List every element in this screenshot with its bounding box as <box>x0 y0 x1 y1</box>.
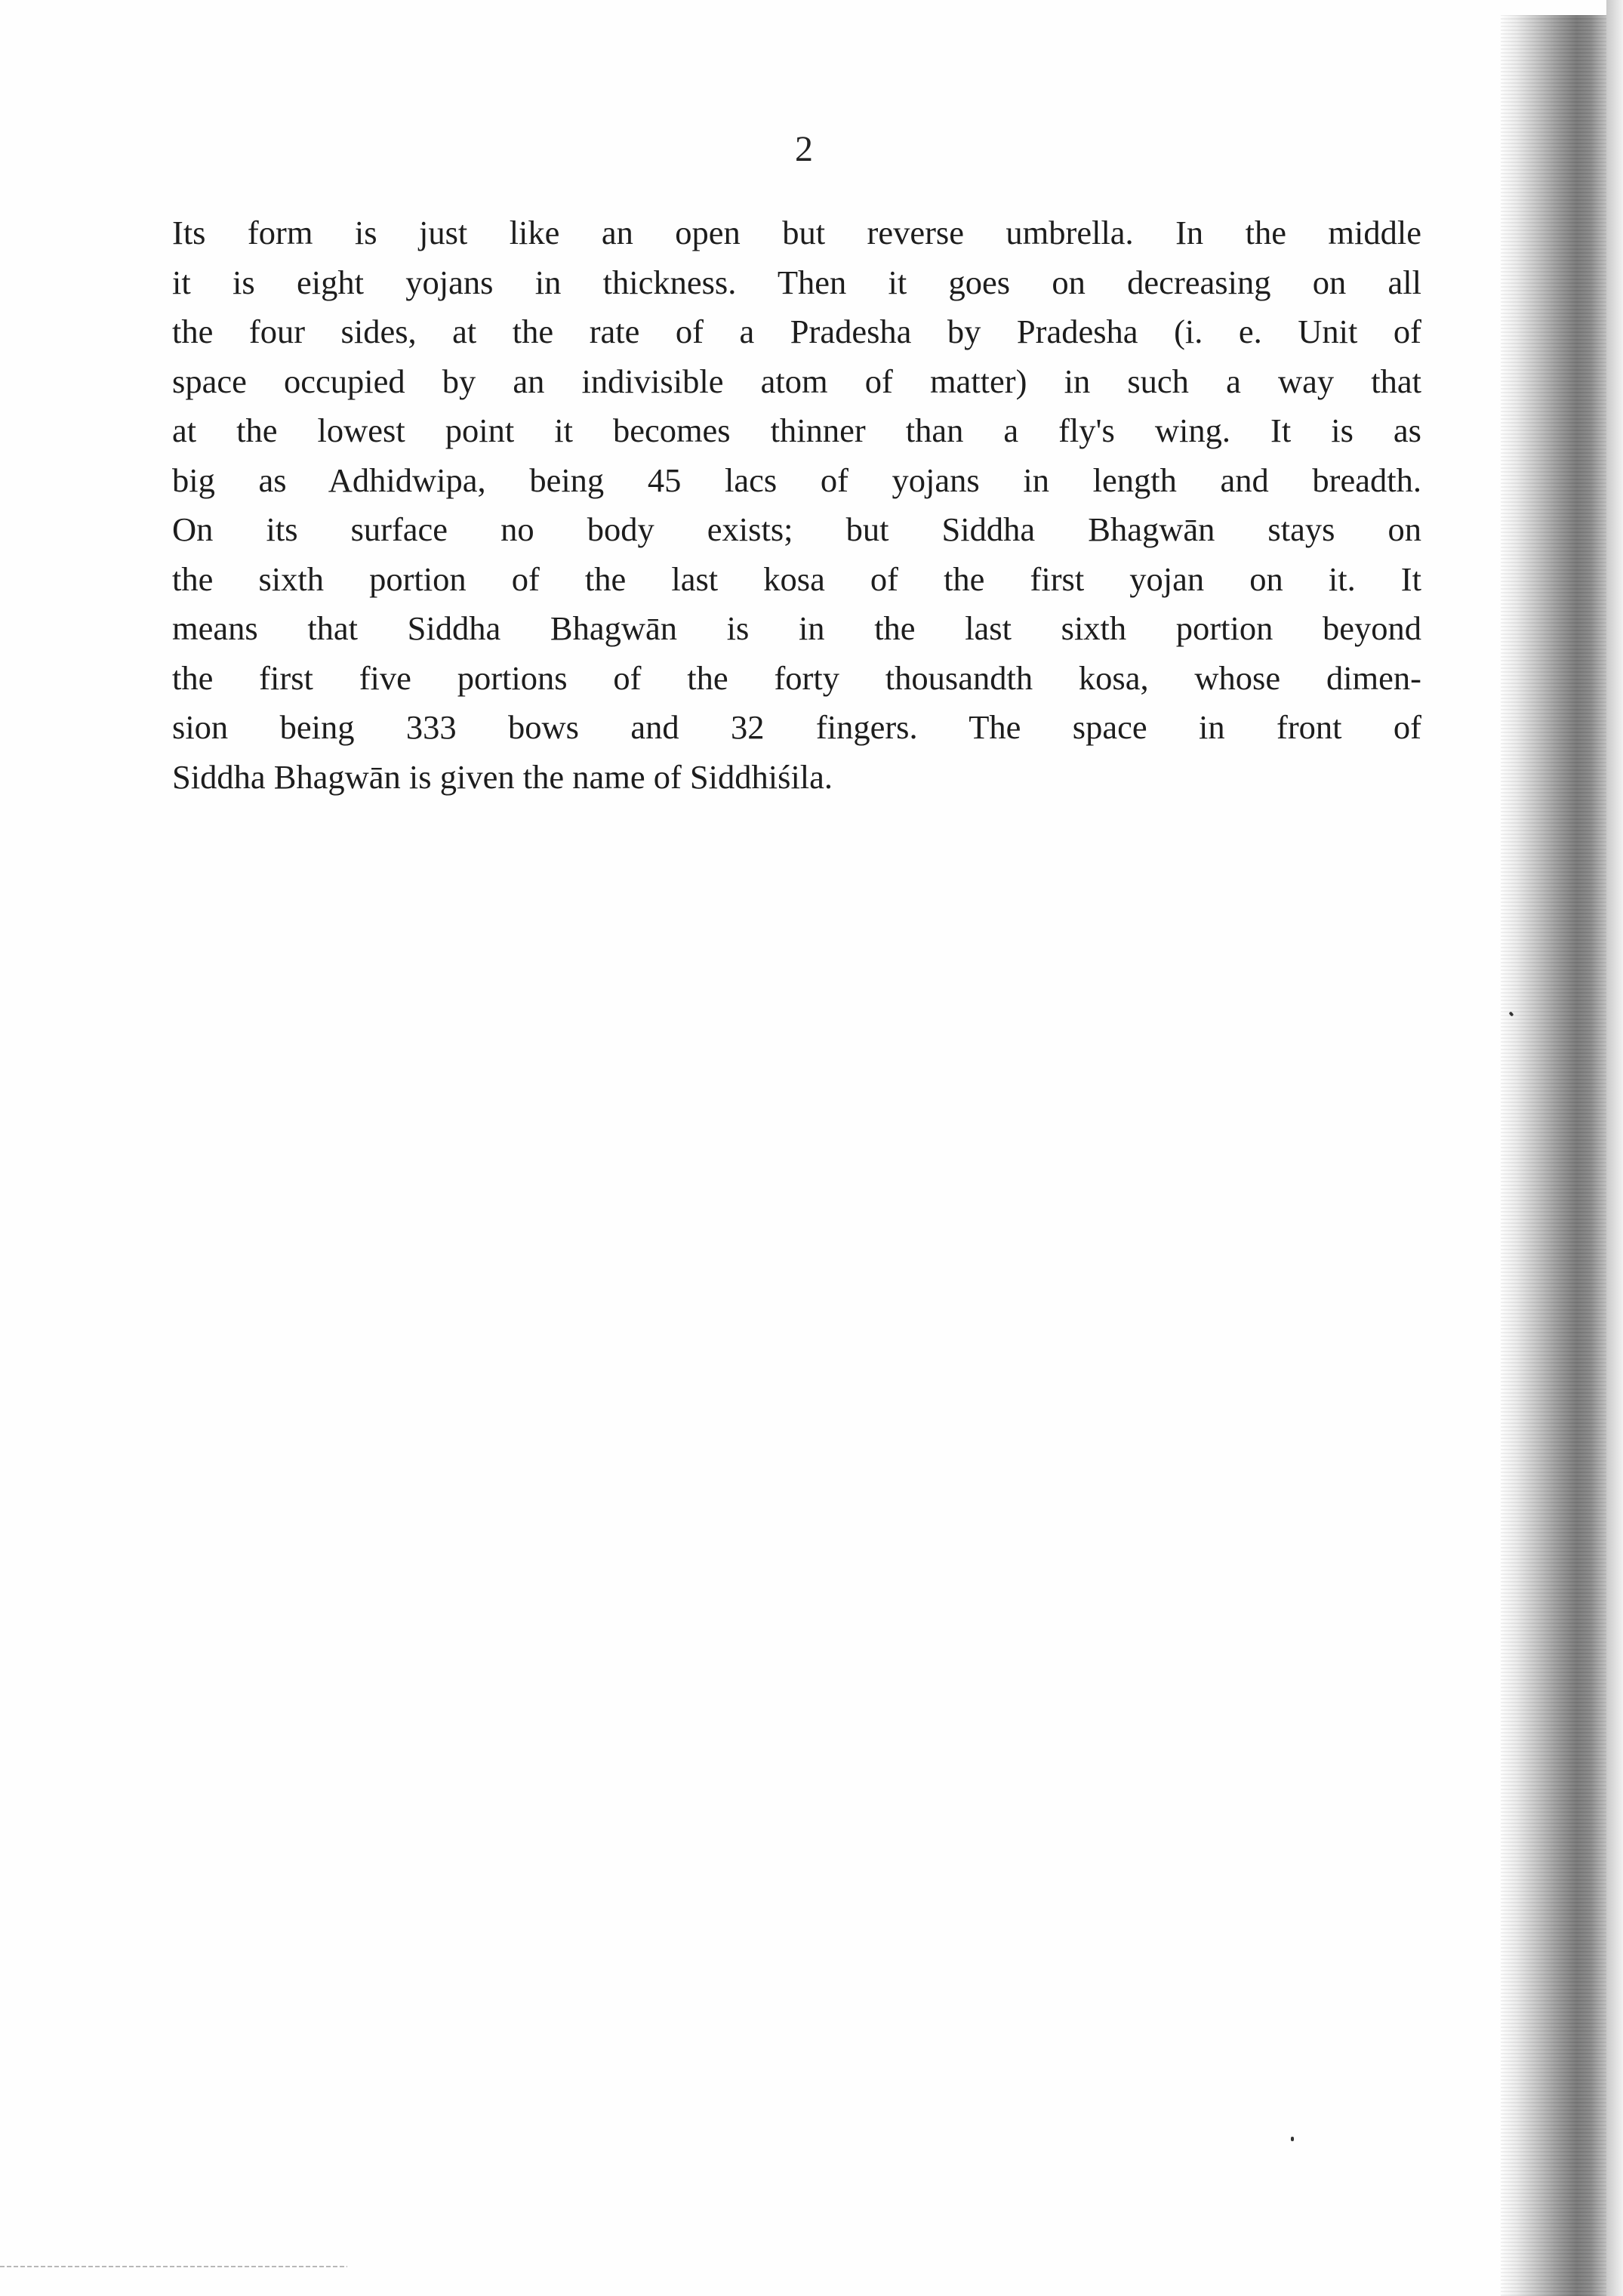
text-line-4: space occupied by an indivisible atom of matter) in such a way that <box>172 362 1421 400</box>
text-line-12: Siddha Bhagwān is given the name of Siddhiśila. <box>172 757 833 796</box>
text-line-2: it is eight yojans in thickness. Then it goes on decreasing on all <box>172 263 1421 301</box>
text-line-5: at the lowest point it becomes thinner than a fly's wing. It is as <box>172 411 1421 449</box>
text-line-6: big as Adhidwipa, being 45 lacs of yojans in length and breadth. <box>172 461 1421 499</box>
scan-footer-artifact <box>0 2266 347 2267</box>
text-line-7: On its surface no body exists; but Siddha Bhagwān stays on <box>172 510 1421 548</box>
book-binding-shadow <box>1501 15 1606 2296</box>
body-paragraph <box>172 208 1421 802</box>
text-line-10: the first five portions of the forty thousandth kosa, whose dimen- <box>172 658 1421 697</box>
text-line-1: Its form is just like an open but reverse umbrella. In the middle <box>172 214 1421 251</box>
text-line-8: the sixth portion of the last kosa of the first yojan on it. It <box>172 559 1421 598</box>
text-line-11: sion being 333 bows and 32 fingers. The space in front of <box>172 708 1421 746</box>
text-line-9: means that Siddha Bhagwān is in the last sixth portion beyond <box>172 609 1421 647</box>
text-line-3: the four sides, at the rate of a Pradesha by Pradesha (i. e. Unit of <box>172 313 1421 350</box>
scan-speck <box>1291 2137 1294 2141</box>
page-number: 2 <box>795 129 813 169</box>
page-edge <box>1606 0 1623 2296</box>
